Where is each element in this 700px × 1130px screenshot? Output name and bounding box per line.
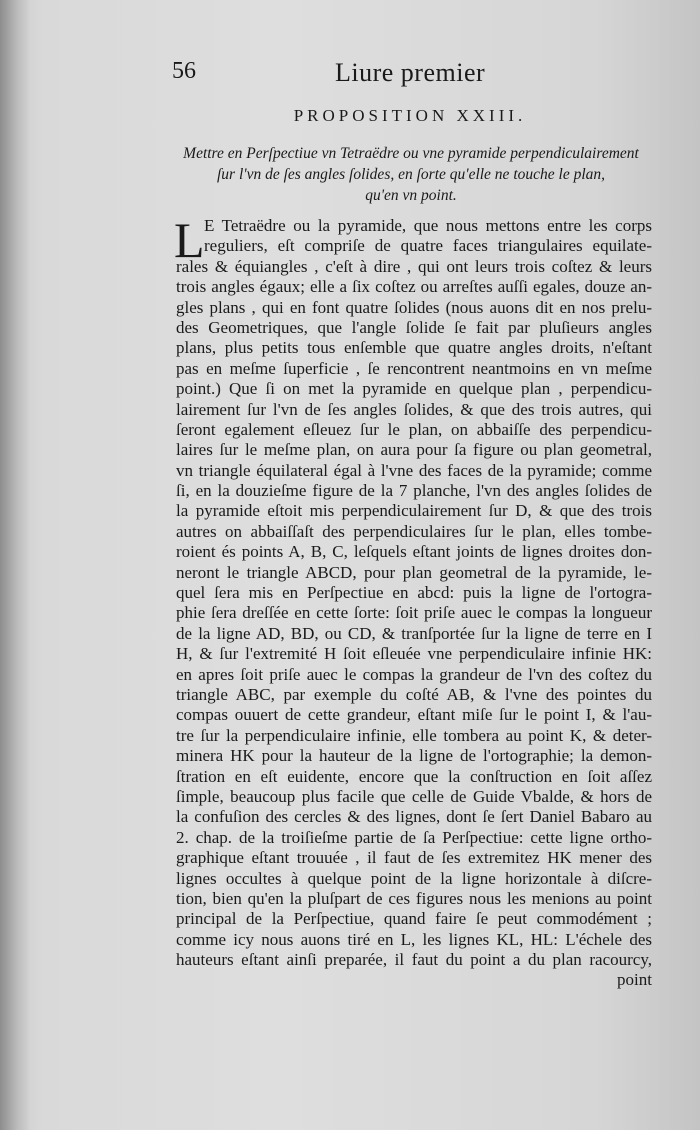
page-gutter-shadow — [0, 0, 30, 1130]
text-line: la pyramide eſtoit mis perpendiculairement ſur D, & que des trois — [176, 501, 652, 521]
page-header — [172, 58, 642, 88]
text-line: graphique eſtant trouuée , il faut de ſes extremitez HK mener des — [176, 848, 652, 868]
text-line: neront le triangle ABCD, pour plan geometral de la pyramide, le- — [176, 562, 652, 582]
text-line: des Geometriques, que l'angle ſolide ſe fait par pluſieurs angles — [176, 317, 652, 337]
text-line: phie ſera dreſſée en cette ſorte: ſoit priſe auec le compas la longueur — [176, 603, 652, 623]
running-title: Liure premier — [335, 58, 486, 87]
text-line: tion, bien qu'en la pluſpart de ces figures nous les menions au point — [176, 888, 652, 908]
text-line: minera HK pour la hauteur de la ligne de l'ortographie; la demon- — [176, 746, 652, 766]
text-line: ſeront egalement eſleuez ſur le plan, on abbaiſſe des perpendicu- — [176, 419, 652, 439]
text-line: comme icy nous auons tiré en L, les lignes KL, HL: L'échele des — [176, 929, 652, 949]
proposition-title: PROPOSITION XXIII. — [293, 106, 527, 125]
text-line: 2. chap. de la troiſieſme partie de ſa Perſpectiue: cette ligne ortho- — [176, 827, 652, 847]
text-line: roient és points A, B, C, leſquels eſtant joints de lignes droites don- — [176, 542, 652, 562]
text-line: la confuſion des cercles & des lignes, dont ſe ſert Daniel Babaro au — [176, 807, 652, 827]
catchword: point — [617, 970, 652, 990]
text-line: gles plans , qui en font quatre ſolides (nous auons dit en nos prelu- — [176, 297, 652, 317]
text-line: ſi, en la douzieſme figure de la 7 planche, l'vn des angles ſolides de — [176, 481, 652, 501]
text-line: triangle ABC, par exemple du coſté AB, & l'vne des pointes du — [176, 684, 652, 704]
subtitle-line: ſur l'vn de ſes angles ſolides, en ſorte qu'elle ne touche le plan, — [216, 166, 605, 183]
text-line: lignes occultes à quelque point de la ligne horizontale à diſcre- — [176, 868, 652, 888]
text-line: H, & ſur l'extremité H ſoit eſleuée vne perpendiculaire infinie HK: — [176, 644, 652, 664]
text-line: reguliers, eſt compriſe de quatre faces triangulaires equilate- — [204, 236, 652, 256]
text-line: compas ouuert de cette grandeur, eſtant miſe ſur le point I, & l'au- — [176, 705, 652, 725]
text-line: tre ſur la perpendiculaire infinie, elle tombera au point K, & deter- — [176, 725, 652, 745]
drop-cap: L — [174, 212, 205, 268]
text-line: de la ligne AD, BD, ou CD, & tranſportée ſur la ligne de terre en I — [176, 623, 652, 643]
subtitle-line: Mettre en Perſpectiue vn Tetraëdre ou vne pyramide perpendiculairement — [183, 145, 639, 162]
text-line: quel ſera mis en Perſpectiue en abcd: puis la ligne de l'ortogra- — [176, 583, 652, 603]
text-line: en apres ſoit priſe auec le compas la grandeur de l'vn des coſtez du — [176, 664, 652, 684]
text-line: lairement ſur l'vn de ſes angles ſolides, & que des trois autres, qui — [176, 399, 652, 419]
text-line: plans, plus petits tous enſemble que quatre angles droits, n'eſtant — [176, 338, 652, 358]
page-number: 56 — [172, 58, 196, 84]
text-line: autres on abbaiſſaſt des perpendiculaires ſur le plan, elles tombe- — [176, 521, 652, 541]
text-line: laires ſur le meſme plan, on aura pour ſa figure ou plan geometral, — [176, 440, 652, 460]
text-line: trois angles égaux; elle a ſix coſtez ou arreſtes auſſi egales, douze an- — [176, 277, 652, 297]
text-line: point.) Que ſi on met la pyramide en quelque plan , perpendicu- — [176, 379, 652, 399]
text-line: rales & équiangles , c'eſt à dire , qui ont leurs trois coſtez & leurs — [176, 256, 652, 276]
subtitle-line: qu'en vn point. — [365, 187, 457, 204]
text-line: ſtration en eſt euidente, encore que la conſtruction en ſoit aſſez — [176, 766, 652, 786]
body-text — [174, 212, 652, 991]
text-line: E Tetraëdre ou la pyramide, que nous mettons entre les corps — [204, 216, 652, 235]
text-line: principal de la Perſpectiue, quand faire ſe peut commodément ; — [176, 909, 652, 929]
text-line: hauteurs eſtant ainſi preparée, il faut du point a du plan racourcy, — [176, 950, 652, 970]
proposition-subtitle — [176, 143, 646, 206]
text-line: ſimple, beaucoup plus facile que celle de Guide Vbalde, & hors de — [176, 786, 652, 806]
text-line: pas en meſme ſuperficie , ſe rencontrent neantmoins en vn meſme — [176, 358, 652, 378]
text-line: vn triangle équilateral égal à l'vne des faces de la pyramide; comme — [176, 460, 652, 480]
